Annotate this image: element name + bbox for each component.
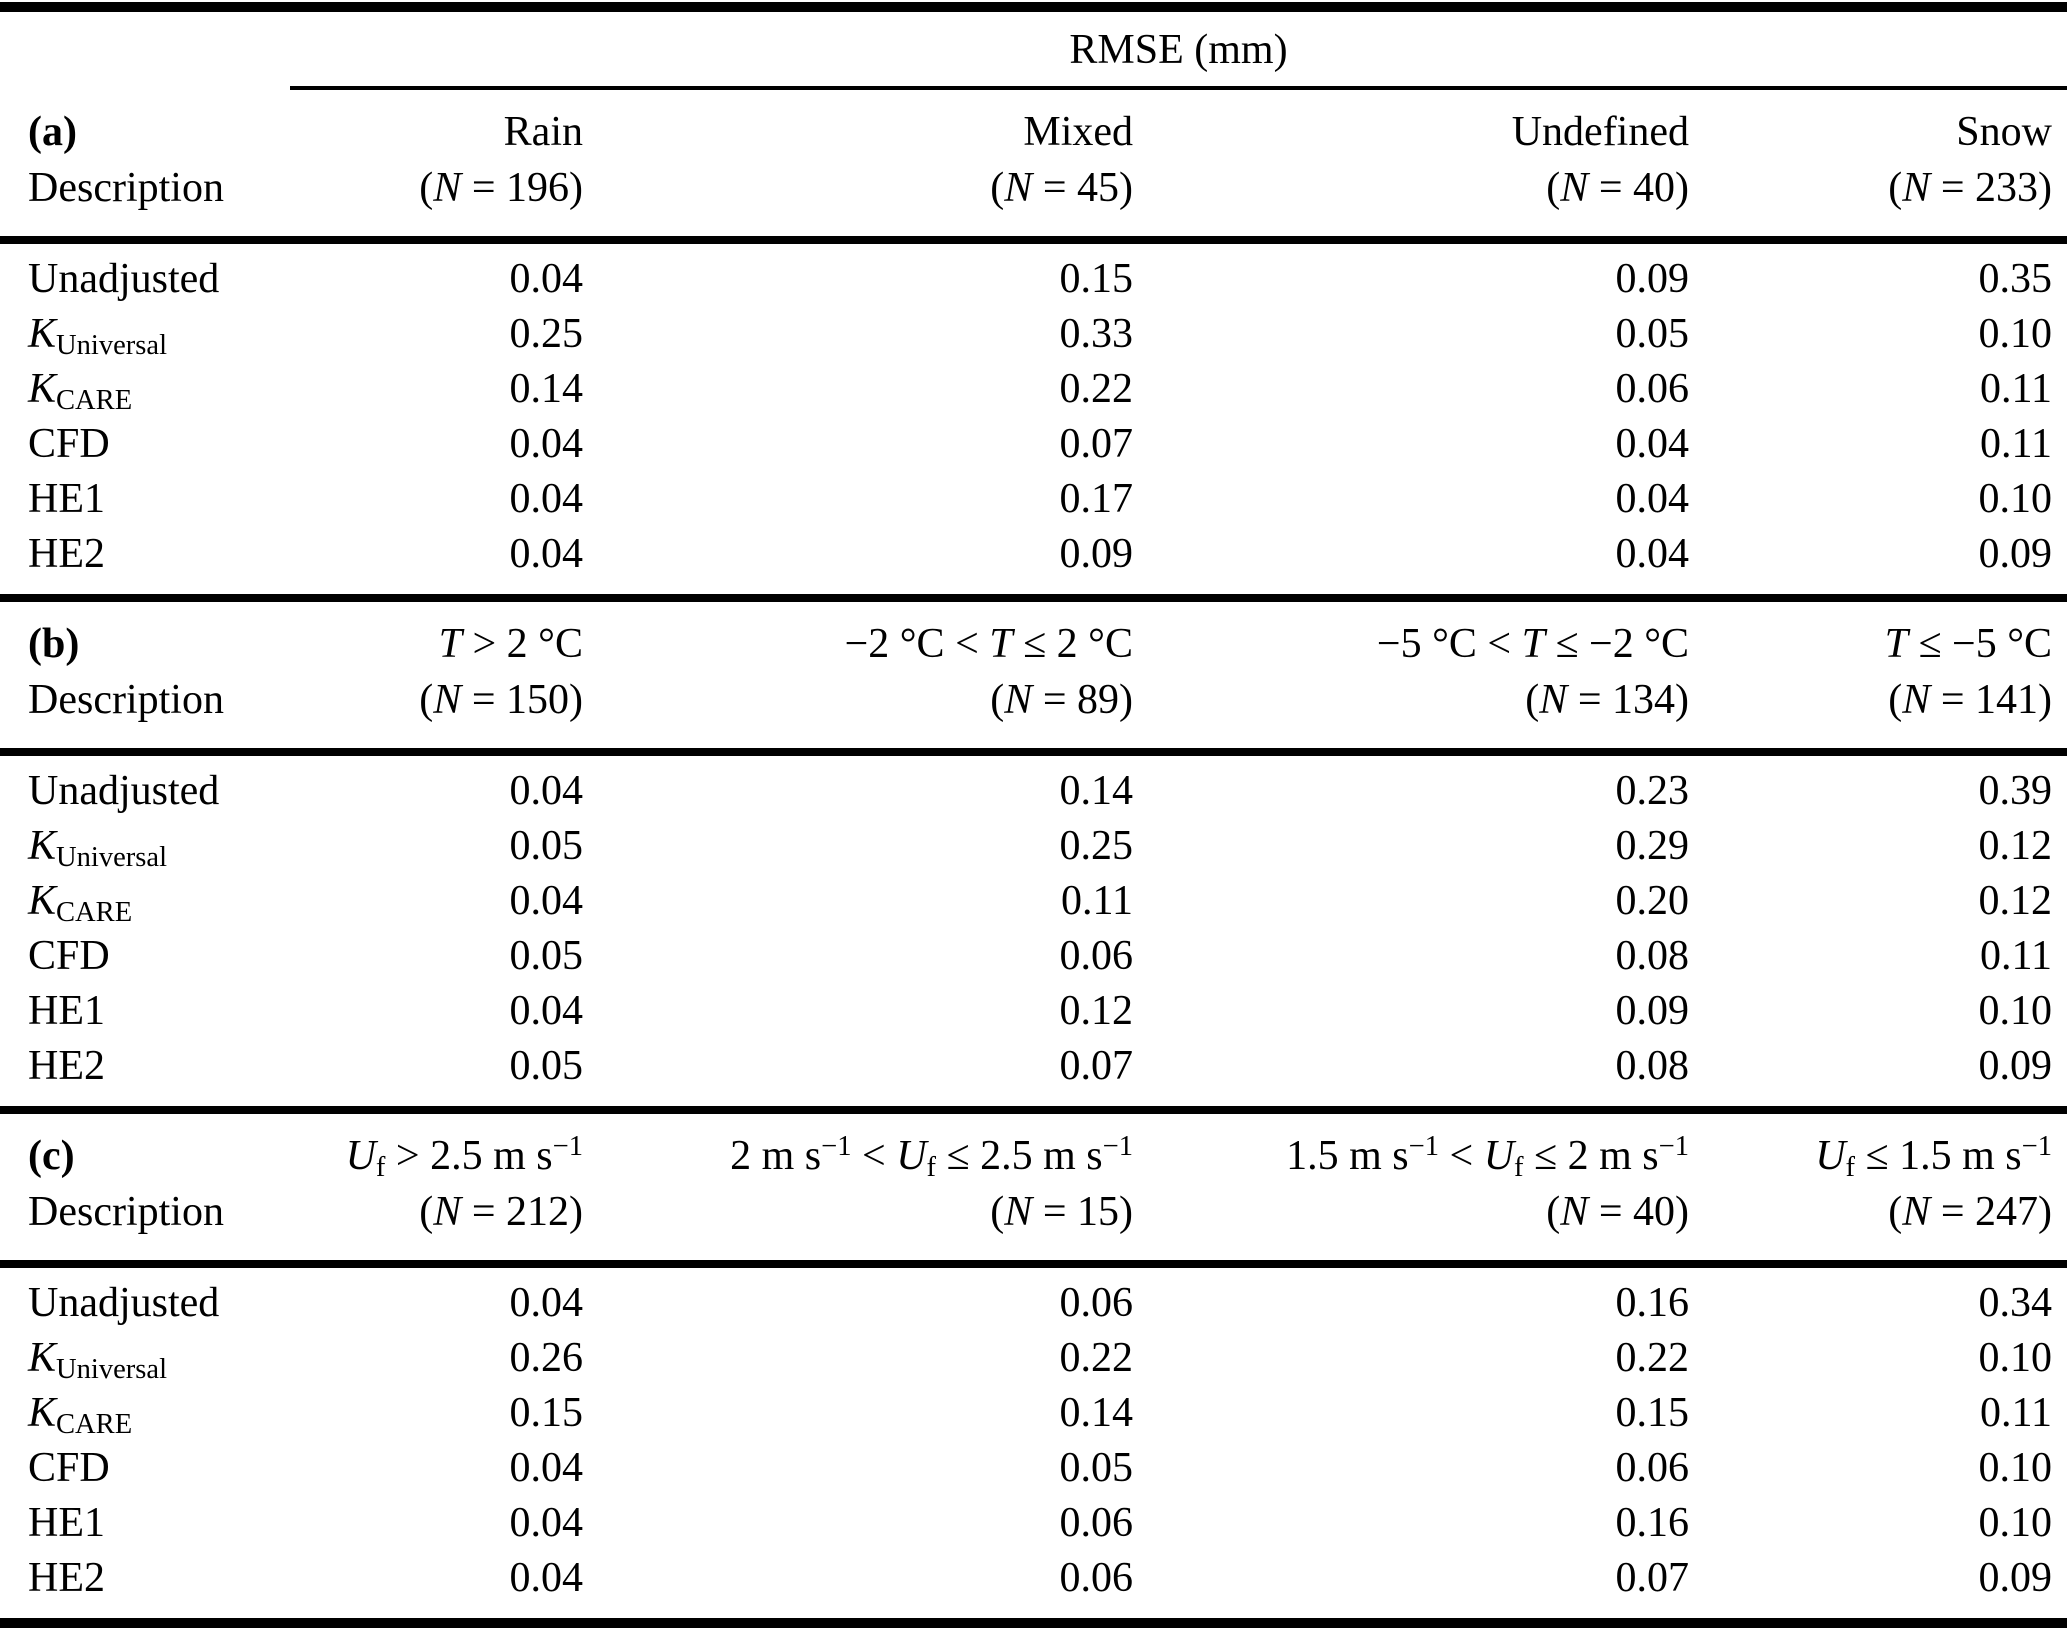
cell-value: 0.04 [1615,476,1689,522]
col-header-line1: 2 m $s^{-1} < U_f \le 2.5$ m $s^{-1}$ [730,1130,1133,1183]
cell-value: 0.11 [1980,366,2052,412]
col-header-undefined [1148,88,1704,240]
table-row [0,874,2067,929]
description-header: Description [28,165,224,211]
section-a [0,88,2067,598]
col-header-line2: (N = 141) [1888,677,2052,723]
cell-value: 0.35 [1978,256,2052,302]
cell-value: 0.05 [509,1043,583,1089]
table-row [0,472,2067,527]
cell-value: 0.04 [1615,421,1689,467]
section-c-label: (c) [28,1133,75,1179]
cell-value: 0.06 [1059,1500,1133,1546]
row-label-he1: HE1 [28,1500,105,1546]
row-label-k-universal: $K_{Universal}$ [28,1335,167,1385]
col-header-uf-gt-2point5 [290,1110,598,1264]
cell-value: 0.12 [1978,823,2052,869]
cell-value: 0.25 [509,311,583,357]
cell-value: 0.14 [509,366,583,412]
col-header-t-le-neg5 [1704,598,2067,752]
col-header-line1: T > 2 °C [438,621,583,667]
cell-value: 0.15 [509,1390,583,1436]
description-header: Description [28,1189,224,1235]
cell-value: 0.04 [509,1555,583,1601]
cell-value: 0.09 [1615,988,1689,1034]
cell-value: 0.33 [1059,311,1133,357]
col-header-line2: (N = 15) [990,1189,1133,1235]
col-header-uf-2-to-2point5 [598,1110,1148,1264]
col-header-line1: 1.5 m $s^{-1} < U_f \le 2$ m $s^{-1}$ [1286,1130,1689,1183]
cell-value: 0.10 [1978,988,2052,1034]
cell-value: 0.09 [1978,531,2052,577]
row-label-k-care: $K_{CARE}$ [28,1390,133,1440]
section-b-desc-header-cell [0,598,290,752]
col-header-uf-1point5-to-2 [1148,1110,1704,1264]
table-row [0,1331,2067,1386]
table-row [0,1496,2067,1551]
cell-value: 0.04 [509,1445,583,1491]
row-label-unadjusted: Unadjusted [28,1280,220,1326]
spanner-row [0,7,2067,88]
table-row [0,1264,2067,1331]
cell-value: 0.07 [1615,1555,1689,1601]
cell-value: 0.34 [1978,1280,2052,1326]
cell-value: 0.06 [1059,1555,1133,1601]
table-row [0,984,2067,1039]
cell-value: 0.04 [509,1500,583,1546]
row-label-cfd: CFD [28,421,110,467]
cell-value: 0.04 [509,988,583,1034]
cell-value: 0.17 [1059,476,1133,522]
table-row [0,1039,2067,1110]
table-row [0,362,2067,417]
col-header-line1: −2 °C < T ≤ 2 °C [844,621,1133,667]
rmse-table [0,2,2067,1628]
table-row [0,240,2067,307]
cell-value: 0.10 [1978,1500,2052,1546]
cell-value: 0.04 [509,531,583,577]
col-header-line2: (N = 40) [1546,165,1689,211]
cell-value: 0.08 [1615,933,1689,979]
section-c-desc-header-cell [0,1110,290,1264]
cell-value: 0.15 [1059,256,1133,302]
section-a-desc-header-cell [0,88,290,240]
row-label-k-care: $K_{CARE}$ [28,366,133,416]
col-header-line2: (N = 247) [1888,1189,2052,1235]
cell-value: 0.09 [1059,531,1133,577]
cell-value: 0.07 [1059,421,1133,467]
table-row [0,1551,2067,1623]
col-header-line1: T ≤ −5 °C [1884,621,2052,667]
cell-value: 0.20 [1615,878,1689,924]
cell-value: 0.12 [1059,988,1133,1034]
cell-value: 0.10 [1978,311,2052,357]
cell-value: 0.06 [1059,1280,1133,1326]
cell-value: 0.04 [509,421,583,467]
cell-value: 0.11 [1980,421,2052,467]
row-label-he2: HE2 [28,531,105,577]
cell-value: 0.10 [1978,1445,2052,1491]
col-header-t-gt-2 [290,598,598,752]
col-header-line1: Undefined [1511,109,1689,155]
col-header-snow [1704,88,2067,240]
row-label-he1: HE1 [28,988,105,1034]
cell-value: 0.11 [1061,878,1133,924]
cell-value: 0.06 [1615,1445,1689,1491]
col-header-line1: $U_f > 2.5$ m $s^{-1}$ [345,1130,583,1183]
section-a-label: (a) [28,109,77,155]
row-label-k-universal: $K_{Universal}$ [28,823,167,873]
cell-value: 0.06 [1059,933,1133,979]
row-label-k-universal: $K_{Universal}$ [28,311,167,361]
cell-value: 0.29 [1615,823,1689,869]
row-label-k-care: $K_{CARE}$ [28,878,133,928]
col-header-line2: (N = 45) [990,165,1133,211]
col-header-t-neg5-to-neg2 [1148,598,1704,752]
cell-value: 0.15 [1615,1390,1689,1436]
cell-value: 0.04 [1615,531,1689,577]
cell-value: 0.05 [509,823,583,869]
section-b-label: (b) [28,621,80,667]
section-a-header-row [0,88,2067,240]
cell-value: 0.05 [509,933,583,979]
cell-value: 0.14 [1059,1390,1133,1436]
section-b-header-row [0,598,2067,752]
col-header-line1: Snow [1956,109,2052,155]
cell-value: 0.10 [1978,476,2052,522]
row-label-he1: HE1 [28,476,105,522]
col-header-line2: (N = 150) [419,677,583,723]
row-label-he2: HE2 [28,1043,105,1089]
cell-value: 0.10 [1978,1335,2052,1381]
col-header-rain [290,88,598,240]
col-header-t-neg2-to-2 [598,598,1148,752]
table-row [0,1441,2067,1496]
cell-value: 0.09 [1615,256,1689,302]
row-label-cfd: CFD [28,1445,110,1491]
table-head [0,7,2067,88]
col-header-line2: (N = 196) [419,165,583,211]
cell-value: 0.22 [1059,1335,1133,1381]
section-b [0,598,2067,1110]
cell-value: 0.26 [509,1335,583,1381]
row-label-cfd: CFD [28,933,110,979]
col-header-line2: (N = 212) [419,1189,583,1235]
cell-value: 0.16 [1615,1500,1689,1546]
col-header-line2: (N = 89) [990,677,1133,723]
row-label-unadjusted: Unadjusted [28,256,220,302]
cell-value: 0.04 [509,878,583,924]
cell-value: 0.09 [1978,1043,2052,1089]
col-header-line2: (N = 233) [1888,165,2052,211]
cell-value: 0.22 [1615,1335,1689,1381]
description-header: Description [28,677,224,723]
table-row [0,1386,2067,1441]
cell-value: 0.04 [509,476,583,522]
cell-value: 0.39 [1978,768,2052,814]
table-row [0,527,2067,598]
cell-value: 0.07 [1059,1043,1133,1089]
col-header-line2: (N = 40) [1546,1189,1689,1235]
table-row [0,929,2067,984]
paper-table-page [0,2,2067,1638]
col-header-line1: $U_f \le 1.5$ m $s^{-1}$ [1815,1130,2052,1183]
cell-value: 0.08 [1615,1043,1689,1089]
cell-value: 0.05 [1059,1445,1133,1491]
cell-value: 0.05 [1615,311,1689,357]
cell-value: 0.16 [1615,1280,1689,1326]
row-label-unadjusted: Unadjusted [28,768,220,814]
cell-value: 0.14 [1059,768,1133,814]
cell-value: 0.22 [1059,366,1133,412]
section-c [0,1110,2067,1623]
table-row [0,417,2067,472]
cell-value: 0.12 [1978,878,2052,924]
row-label-he2: HE2 [28,1555,105,1601]
col-header-line1: Mixed [1023,109,1133,155]
cell-value: 0.11 [1980,1390,2052,1436]
cell-value: 0.23 [1615,768,1689,814]
cell-value: 0.06 [1615,366,1689,412]
col-header-uf-le-1point5 [1704,1110,2067,1264]
col-header-line1: −5 °C < T ≤ −2 °C [1376,621,1689,667]
table-row [0,752,2067,819]
cell-value: 0.11 [1980,933,2052,979]
table-row [0,819,2067,874]
cell-value: 0.04 [509,256,583,302]
spanner-spacer [0,7,290,88]
cell-value: 0.25 [1059,823,1133,869]
cell-value: 0.04 [509,1280,583,1326]
cell-value: 0.04 [509,768,583,814]
section-c-header-row [0,1110,2067,1264]
col-header-line1: Rain [503,109,583,155]
col-header-mixed [598,88,1148,240]
table-row [0,307,2067,362]
spanner-rmse-mm: RMSE (mm) [290,7,2067,88]
cell-value: 0.09 [1978,1555,2052,1601]
col-header-line2: (N = 134) [1525,677,1689,723]
